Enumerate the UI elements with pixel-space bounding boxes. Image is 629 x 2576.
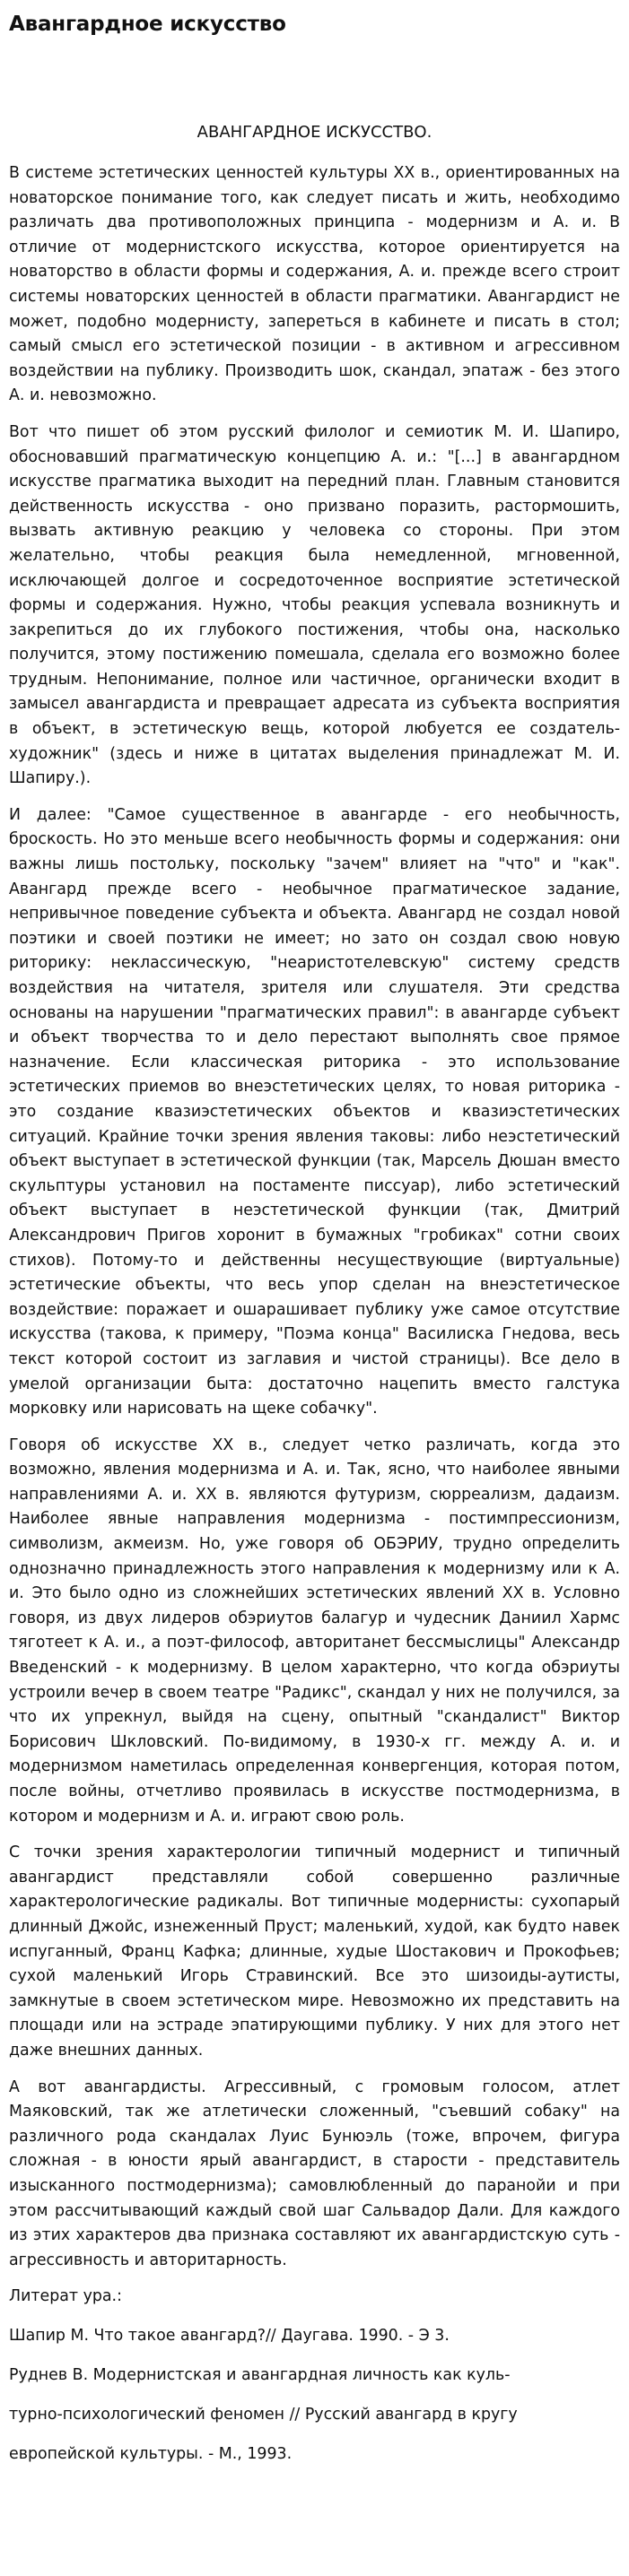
page-title: Авангардное искусство <box>9 13 286 36</box>
paragraph-2: Вот что пишет об этом русский филолог и семиотик М. И. Шапиро, обосновавший прагматическую концепцию А. и.: "[...] в авангардном искусстве прагматика выходит на передний план. Главным становится действенность искусства - оно призвано поразить, растормошить, вызвать активную реакцию у человека со стороны. При этом желательно, чтобы реакция была немедленной, мгновенной, исключающей долгое и сосредоточенное восприятие эстетической формы и содержания. Нужно, чтобы реакция успевала возникнуть и закрепиться до их глубокого постижения, чтобы она, насколько получится, этому постижению помешала, сделала его возможно более трудным. Непонимание, полное или частичное, органически входит в замысел авангардиста и превращает адресата из субъекта восприятия в объект, в эстетическую вещь, которой любуется ее создатель-художник" (здесь и ниже в цитатах выделения принадлежат М. И. Шапиру.). <box>9 422 620 788</box>
references-list <box>9 2322 620 2468</box>
article-body <box>9 122 620 2310</box>
paragraph-4: Говоря об искусстве XX в., следует четко различать, когда это возможно, явления модернизма и А. и. Так, ясно, что наиболее явными направлениями А. и. XX в. являются футуризм, сюрреализм, дадаизм. Наиболее явные направления модернизма - постимпрессионизм, символизм, акмеизм. Но, уже говоря об ОБЭРИУ, трудно определить однозначно принадлежность этого направления к модернизму или к А. и. Это было одно из сложнейших эстетических явлений XX в. Условно говоря, из двух лидеров обэриутов балагур и чудесник Даниил Хармс тяготеет к А. и., а поэт-философ, автоританет бессмыслицы" Александр Введенский - к модернизму. В целом характерно, что когда обэриуты устроили вечер в своем театре "Радикс", скандал у них не получился, за что их упрекнул, выйдя на сцену, опытный "скандалист" Виктор Борисович Шкловский. По-видимому, в 1930-х гг. между А. и. и модернизмом наметилась определенная конвергенция, которая потом, после войны, отчетливо проявилась в искусстве постмодернизма, в котором и модернизм и А. и. играют свою роль. <box>9 1435 620 1826</box>
reference-line-4: европейской культуры. - М., 1993. <box>9 2444 293 2463</box>
reference-line-3: турно-психологический феномен // Русский авангард в кругу <box>9 2405 518 2424</box>
paragraph-6: А вот авангардисты. Агрессивный, с громовым голосом, атлет Маяковский, так же атлетически сложенный, "съевший собаку" на различного рода скандалах Луис Бунюэль (тоже, впрочем, фигура сложная - в юности ярый авангардист, в старости - представитель изысканного постмодернизма); самовлюбленный до паранойи и при этом рассчитывающий каждый свой шаг Сальвадор Дали. Для каждого из этих характеров два признака составляют их авангардистскую суть - агрессивность и авторитарность. <box>9 2077 620 2269</box>
reference-line-1: Шапир М. Что такое авангард?// Даугава. 1990. - Э 3. <box>9 2326 450 2345</box>
paragraph-1: В системе эстетических ценностей культуры XX в., ориентированных на новаторское понимание того, как следует писать и жить, необходимо различать два противоположных принципа - модернизм и А. и. В отличие от модернистского искусства, которое ориентируется на новаторство в области формы и содержания, А. и. прежде всего строит системы новаторских ценностей в области прагматики. Авангардист не может, подобно модернисту, запереться в кабинете и писать в стол; самый смысл его эстетической позиции - в активном и агрессивном воздействии на публику. Производить шок, скандал, эпатаж - без этого А. и. невозможно. <box>9 164 620 405</box>
article-heading: АВАНГАРДНОЕ ИСКУССТВО. <box>197 123 432 142</box>
paragraph-3: И далее: "Самое существенное в авангарде - его необычность, броскость. Но это меньше всего необычность формы и содержания: они важны лишь постольку, поскольку "зачем" влияет на "что" и "как". Авангард прежде всего - необычное прагматическое задание, непривычное поведение субъекта и объекта. Авангард не создал новой поэтики и своей поэтики не имеет; но зато он создал свою новую риторику: неклассическую, "неаристотелевскую" систему средств воздействия на читателя, зрителя или слушателя. Эти средства основаны на нарушении "прагматических правил": в авангарде субъект и объект творчества то и дело перестают выполнять свое прямое назначение. Если классическая риторика - это использование эстетических приемов во внеэстетических целях, то новая риторика - это создание квазиэстетических объектов и квазиэстетических ситуаций. Крайние точки зрения явления таковы: либо неэстетический объект выступает в эстетической функции (так, Марсель Дюшан вместо скульптуры установил на постаменте писсуар), либо эстетический объект выступает в неэстетической функции (так, Дмитрий Александрович Пригов хоронит в бумажных "гробиках" сотни своих стихов). Потому-то и действенны несуществующие (виртуальные) эстетические объекты, что весь упор сделан на внеэстетическое воздействие: поражает и ошарашивает публику уже самое отсутствие искусства (такова, к примеру, "Поэма конца" Василиска Гнедова, весь текст которой состоит из заглавия и чистой страницы). Все дело в умелой организации быта: достаточно нацепить вместо галстука морковку или нарисовать на щеке собачку". <box>9 805 620 1418</box>
reference-line-2: Руднев В. Модернистская и авангардная личность как куль- <box>9 2365 511 2384</box>
paragraph-5: С точки зрения характерологии типичный модернист и типичный авангардист представляли собой совершенно различные характерологические радикалы. Вот типичные модернисты: сухопарый длинный Джойс, изнеженный Пруст; маленький, худой, как будто навек испуганный, Франц Кафка; длинные, худые Шостакович и Прокофьев; сухой маленький Игорь Стравинский. Все это шизоиды-аутисты, замкнутые в своем эстетическом мире. Невозможно их представить на площади или на эстраде эпатирующими публику. У них для этого нет даже внешних данных. <box>9 1843 620 2060</box>
literature-label: Литерат ура.: <box>9 2287 122 2306</box>
